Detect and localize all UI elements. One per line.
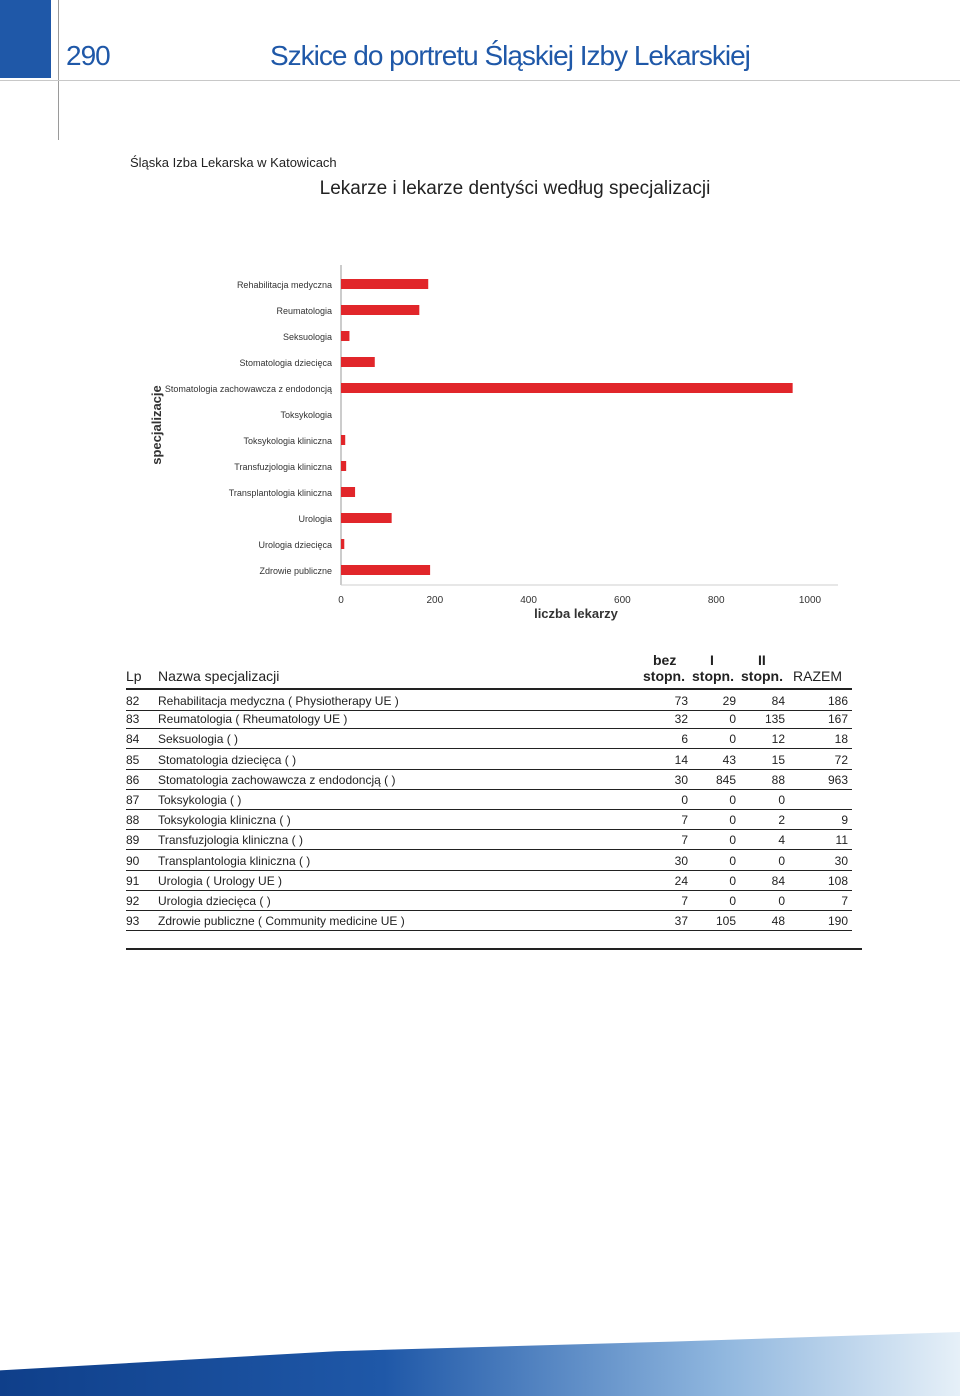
cell-lp: 82 [126, 694, 140, 708]
category-label: Transplantologia kliniczna [228, 488, 332, 498]
x-axis-title: liczba lekarzy [534, 606, 618, 621]
cell-lp: 86 [126, 772, 140, 787]
cell-ii: 15 [771, 752, 785, 767]
category-label: Toksykologia kliniczna [243, 436, 332, 446]
cell-razem: 963 [827, 772, 848, 787]
x-tick-label: 800 [707, 595, 725, 606]
cell-lp: 89 [126, 833, 140, 848]
cell-i: 105 [715, 914, 736, 929]
col-header-bez-top: bez [653, 652, 677, 668]
table-bottom-rule [126, 948, 862, 950]
document-title: Lekarze i lekarze dentyści według specjalizacji [319, 178, 711, 199]
cell-razem: 190 [827, 914, 848, 929]
cell-i: 0 [729, 732, 736, 747]
table-row [126, 910, 852, 931]
x-tick-label: 600 [614, 595, 631, 606]
category-label: Reumatologia [276, 306, 332, 316]
cell-razem: 167 [827, 712, 848, 727]
cell-bez: 14 [674, 752, 688, 767]
cell-name: Urologia dziecięca ( ) [158, 894, 271, 908]
cell-name: Seksuologia ( ) [158, 732, 239, 747]
bar [341, 305, 419, 315]
specializations-bar-chart [0, 0, 960, 640]
cell-lp: 85 [126, 752, 140, 767]
bar [341, 435, 345, 445]
cell-lp: 87 [126, 793, 140, 807]
cell-bez: 7 [681, 894, 688, 908]
table-row [126, 829, 852, 850]
x-tick-label: 400 [520, 595, 537, 606]
cell-i: 845 [715, 772, 736, 787]
cell-ii: 48 [771, 914, 785, 929]
bar [341, 513, 392, 523]
cell-bez: 73 [674, 694, 688, 708]
cell-name: Reumatologia ( Rheumatology UE ) [158, 712, 348, 727]
bar [341, 539, 344, 549]
bar [341, 487, 355, 497]
cell-ii: 12 [771, 732, 785, 747]
cell-razem: 30 [834, 853, 848, 868]
cell-name: Rehabilitacja medyczna ( Physiotherapy UE ) [158, 694, 399, 708]
x-tick-label: 1000 [798, 595, 822, 606]
footer-decoration [0, 1332, 960, 1396]
category-label: Stomatologia zachowawcza z endodoncją [164, 384, 332, 394]
category-label: Toksykologia [280, 410, 332, 420]
cell-ii: 84 [771, 694, 785, 708]
cell-i: 0 [729, 894, 736, 908]
cell-razem: 11 [835, 833, 848, 848]
bar [341, 331, 349, 341]
cell-name: Transfuzjologia kliniczna ( ) [158, 833, 303, 848]
cell-i: 0 [729, 853, 736, 868]
table-row [126, 769, 852, 790]
bar [341, 383, 793, 393]
cell-ii: 88 [771, 772, 785, 787]
category-label: Rehabilitacja medyczna [236, 280, 332, 290]
col-header-ii-top: II [758, 652, 766, 668]
bar [341, 279, 428, 289]
cell-bez: 30 [674, 772, 688, 787]
table-row [126, 728, 852, 749]
table-row [126, 749, 852, 770]
cell-name: Toksykologia kliniczna ( ) [158, 813, 291, 828]
cell-lp: 88 [126, 813, 140, 828]
cell-lp: 84 [126, 732, 140, 747]
y-axis-title: specjalizacje [149, 385, 164, 465]
cell-ii: 0 [778, 853, 785, 868]
col-header-i-bottom: stopn. [692, 668, 734, 684]
col-header-i-top: I [710, 652, 714, 668]
page-number: 290 [66, 40, 110, 71]
cell-razem: 18 [834, 732, 848, 747]
table-row [126, 890, 852, 911]
cell-name: Stomatologia dziecięca ( ) [158, 752, 297, 767]
cell-bez: 7 [681, 833, 688, 848]
cell-name: Transplantologia kliniczna ( ) [158, 853, 311, 868]
cell-lp: 91 [126, 873, 140, 888]
cell-razem: 7 [841, 894, 848, 908]
cell-name: Toksykologia ( ) [158, 793, 242, 807]
cell-i: 0 [729, 833, 736, 848]
cell-razem: 108 [827, 873, 848, 888]
x-tick-label: 0 [338, 595, 344, 606]
cell-razem: 186 [827, 694, 848, 708]
bar [341, 461, 346, 471]
col-header-bez-bottom: stopn. [643, 668, 685, 684]
col-header-name: Nazwa specjalizacji [158, 668, 280, 684]
cell-i: 29 [722, 694, 736, 708]
category-label: Urologia dziecięca [258, 540, 332, 550]
table-row [126, 789, 852, 810]
table-row [126, 809, 852, 830]
cell-i: 0 [729, 873, 736, 888]
cell-name: Zdrowie publiczne ( Community medicine UE ) [158, 914, 405, 929]
organization-name: Śląska Izba Lekarska w Katowicach [130, 155, 337, 170]
table-row [126, 708, 852, 729]
cell-razem: 9 [841, 813, 848, 828]
page-title: Szkice do portretu Śląskiej Izby Lekarskiej [270, 40, 750, 71]
cell-ii: 0 [778, 793, 785, 807]
cell-name: Stomatologia zachowawcza z endodoncją ( ) [158, 772, 396, 787]
category-label: Urologia [298, 514, 332, 524]
category-label: Zdrowie publiczne [259, 566, 332, 576]
table-row [126, 850, 852, 871]
col-header-lp: Lp [126, 668, 142, 684]
col-header-razem: RAZEM [793, 668, 842, 684]
cell-ii: 0 [778, 894, 785, 908]
cell-ii: 2 [778, 813, 785, 828]
bar [341, 565, 430, 575]
table-row [126, 870, 852, 891]
cell-bez: 32 [674, 712, 688, 727]
cell-lp: 83 [126, 712, 140, 727]
cell-bez: 24 [674, 873, 688, 888]
cell-i: 43 [722, 752, 736, 767]
cell-bez: 0 [681, 793, 688, 807]
col-header-ii-bottom: stopn. [741, 668, 783, 684]
bar [341, 357, 375, 367]
cell-razem: 72 [834, 752, 848, 767]
cell-i: 0 [729, 813, 736, 828]
category-label: Seksuologia [282, 332, 332, 342]
cell-bez: 37 [674, 914, 688, 929]
cell-lp: 92 [126, 894, 140, 908]
category-label: Transfuzjologia kliniczna [234, 462, 332, 472]
x-tick-label: 200 [426, 595, 444, 606]
cell-bez: 6 [681, 732, 688, 747]
cell-i: 0 [729, 712, 736, 727]
cell-i: 0 [729, 793, 736, 807]
category-label: Stomatologia dziecięca [239, 358, 332, 368]
cell-bez: 30 [674, 853, 688, 868]
cell-lp: 93 [126, 914, 140, 929]
cell-ii: 135 [764, 712, 785, 727]
cell-lp: 90 [126, 853, 140, 868]
cell-ii: 84 [771, 873, 785, 888]
cell-bez: 7 [681, 813, 688, 828]
cell-name: Urologia ( Urology UE ) [158, 873, 283, 888]
cell-ii: 4 [778, 833, 785, 848]
